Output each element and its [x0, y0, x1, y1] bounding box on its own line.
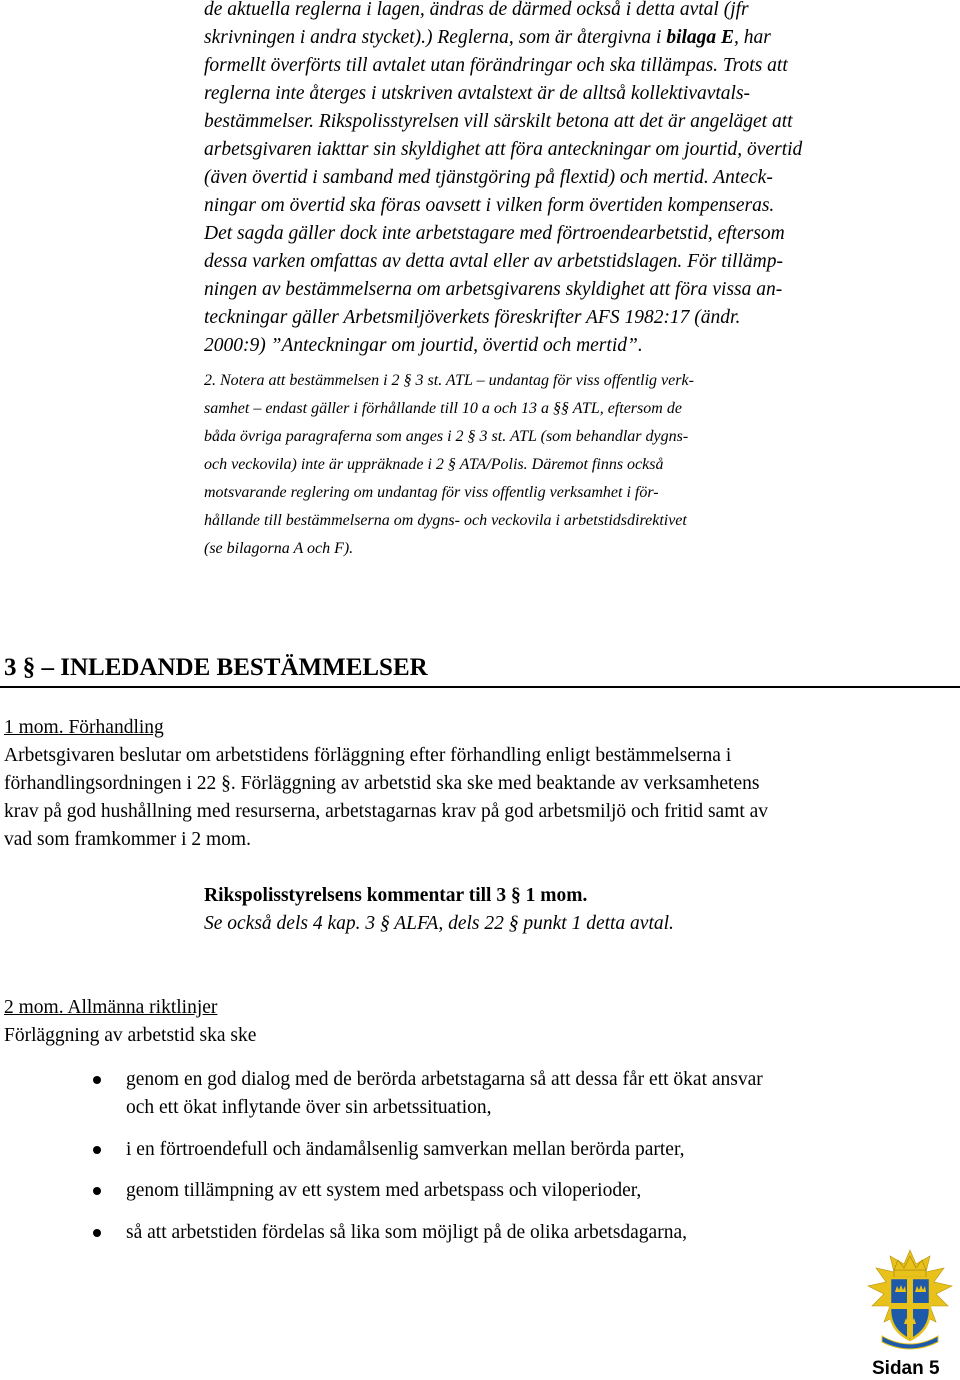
note1-line: dessa varken omfattas av detta avtal eller av arbetstidslagen. För tillämp-	[204, 251, 783, 272]
note1-line: Det sagda gäller dock inte arbetstagare med förtroendearbetstid, eftersom	[204, 223, 785, 244]
list-item: i en förtroendefull och ändamålsenlig samverkan mellan berörda parter,	[126, 1139, 685, 1160]
list-item: så att arbetstiden fördelas så lika som möjligt på de olika arbetsdagarna,	[126, 1222, 687, 1243]
note1-line: teckningar gäller Arbetsmiljöverkets föreskrifter AFS 1982:17 (ändr.	[204, 307, 741, 328]
list-item-continuation: och ett ökat inflytande över sin arbetssituation,	[126, 1097, 492, 1118]
note1-line: bestämmelser. Rikspolisstyrelsen vill särskilt betona att det är angeläget att	[204, 111, 793, 132]
page-number-label: Sidan 5	[872, 1358, 940, 1379]
list-item: genom en god dialog med de berörda arbetstagarna så att dessa får ett ökat ansvar	[126, 1069, 763, 1090]
police-emblem-icon	[864, 1248, 956, 1352]
comment-note-2	[204, 372, 694, 568]
bullet-dot	[93, 1076, 101, 1084]
note1-line: (även övertid i samband med tjänstgöring på flextid) och mertid. Anteck-	[204, 167, 773, 188]
mom2-title: 2 mom. Allmänna riktlinjer	[4, 997, 218, 1018]
comment-note-1	[204, 0, 802, 360]
mom1-line: förhandlingsordningen i 22 §. Förläggning av arbetstid ska ske med beaktande av verksamhetens	[4, 773, 760, 794]
note1-line: ningen av bestämmelserna om arbetsgivarens skyldighet att föra vissa an-	[204, 279, 783, 300]
note1-line: reglerna inte återges i utskriven avtalstext är de alltså kollektivavtals-	[204, 83, 751, 104]
mom1-body	[4, 742, 768, 854]
bullet-dot	[93, 1229, 101, 1237]
note2-line: båda övriga paragraferna som anges i 2 § 3 st. ATL (som behandlar dygns-	[204, 428, 689, 445]
note2-line: hållande till bestämmelserna om dygns- och veckovila i arbetstidsdirektivet	[204, 512, 687, 529]
note2-line: motsvarande reglering om undantag för viss offentlig verksamhet i för-	[204, 484, 659, 501]
note2-line: och veckovila) inte är uppräknade i 2 § ATA/Polis. Däremot finns också	[204, 456, 664, 473]
list-item: genom tillämpning av ett system med arbetspass och viloperioder,	[126, 1180, 642, 1201]
comment-title: Rikspolisstyrelsens kommentar till 3 § 1 mom.	[204, 885, 588, 906]
note1-line: formellt överförts till avtalet utan förändringar och ska tillämpas. Trots att	[204, 55, 788, 76]
note2-line: samhet – endast gäller i förhållande till 10 a och 13 a §§ ATL, eftersom de	[204, 400, 682, 417]
note1-line: ningar om övertid ska föras oavsett i vilken form övertiden kompenseras.	[204, 195, 775, 216]
mom1-line: krav på god hushållning med resurserna, arbetstagarnas krav på god arbetsmiljö och fritid samt av	[4, 801, 769, 822]
note1-line: skrivningen i andra stycket).) Reglerna, som är återgivna i bilaga E, har	[204, 27, 771, 48]
mom1-line: Arbetsgivaren beslutar om arbetstidens förläggning efter förhandling enligt bestämmelserna i	[4, 745, 732, 766]
bullet-dot	[93, 1146, 101, 1154]
mom1-title: 1 mom. Förhandling	[4, 717, 164, 738]
note1-line: arbetsgivaren iakttar sin skyldighet att föra anteckningar om jourtid, övertid	[204, 139, 803, 160]
note2-line: (se bilagorna A och F).	[204, 540, 354, 557]
bilaga-e-reference: bilaga E	[666, 27, 735, 48]
note1-line: de aktuella reglerna i lagen, ändras de därmed också i detta avtal (jfr	[204, 0, 749, 20]
note1-line: 2000:9) ”Anteckningar om jourtid, övertid och mertid”.	[204, 335, 643, 356]
comment-text: Se också dels 4 kap. 3 § ALFA, dels 22 § punkt 1 detta avtal.	[204, 913, 674, 934]
mom1-line: vad som framkommer i 2 mom.	[4, 829, 251, 850]
note2-line: 2. Notera att bestämmelsen i 2 § 3 st. ATL – undantag för viss offentlig verk-	[204, 372, 694, 389]
heading-divider	[0, 686, 960, 688]
bullet-dot	[93, 1187, 101, 1195]
section-heading: 3 § – INLEDANDE BESTÄMMELSER	[4, 654, 428, 681]
mom2-intro: Förläggning av arbetstid ska ske	[4, 1025, 257, 1046]
